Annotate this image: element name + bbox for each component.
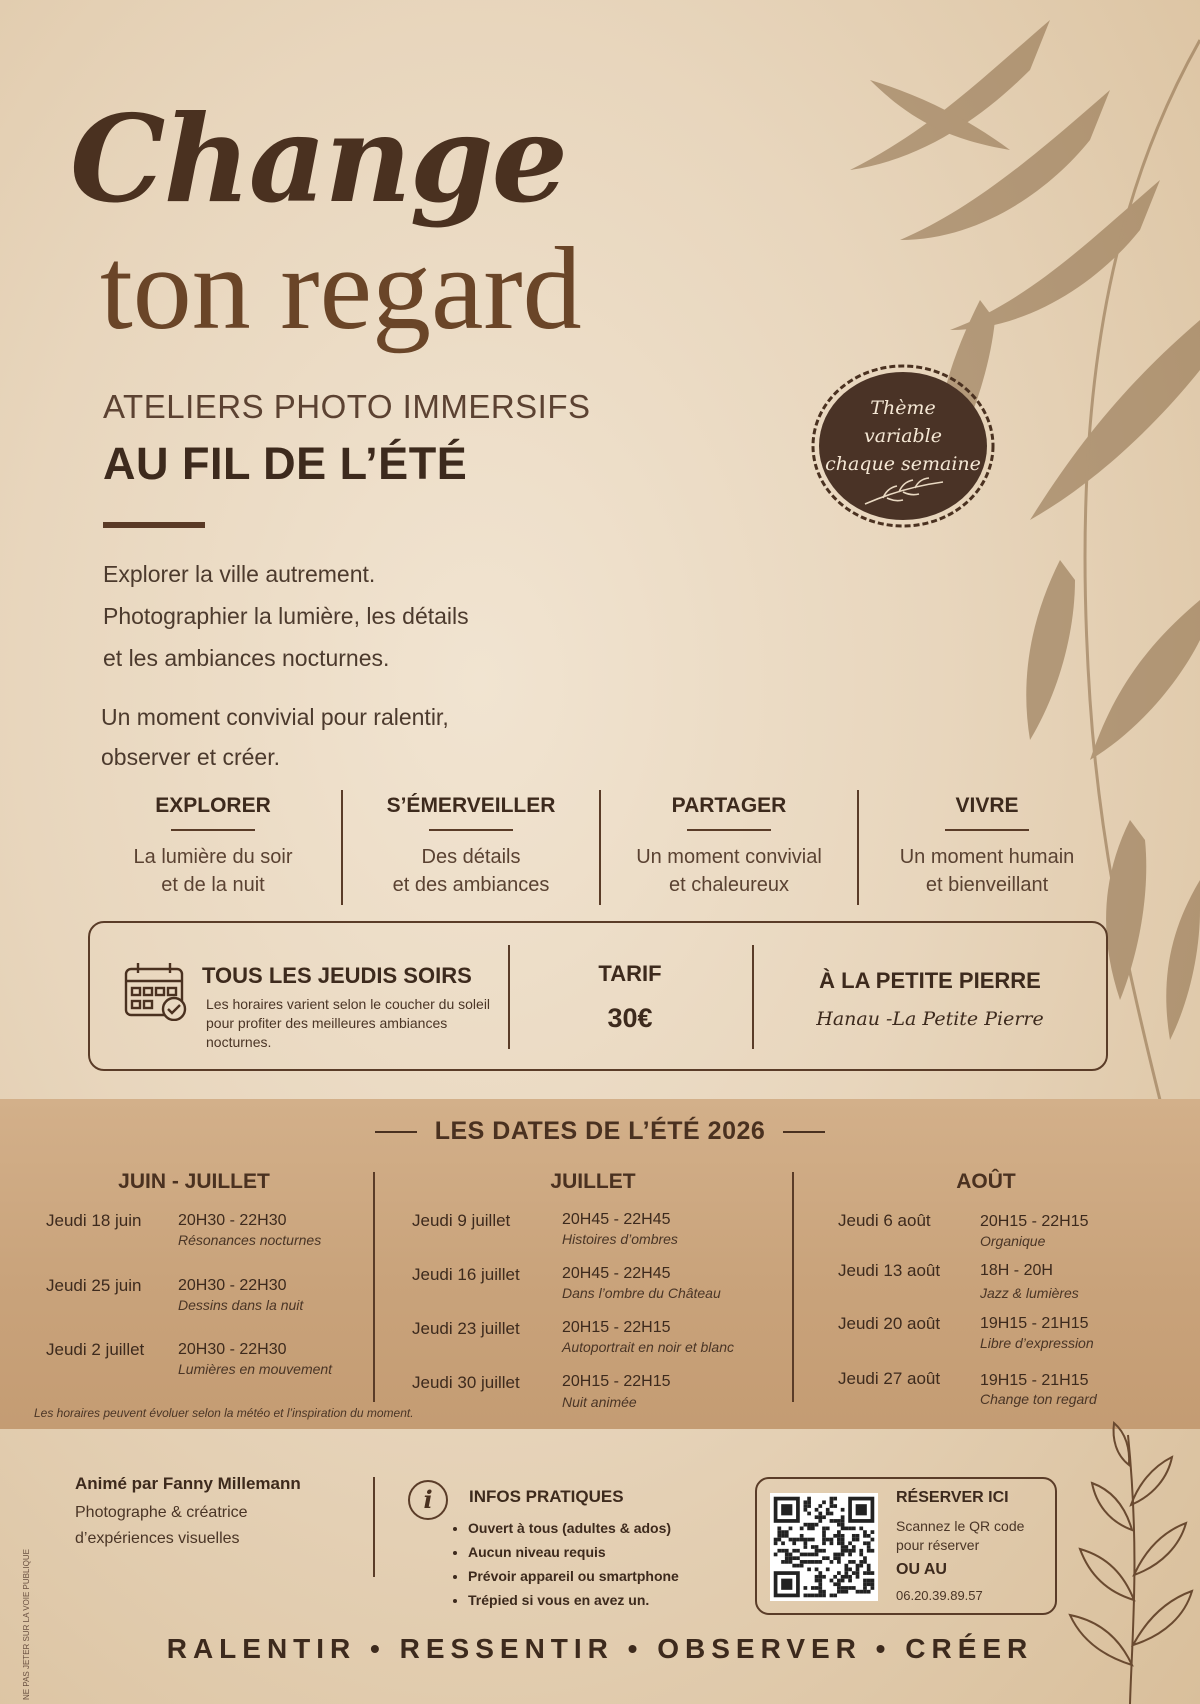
date-time: 20H30 - 22H30	[178, 1341, 287, 1358]
badge-line: chaque semaine	[825, 453, 981, 475]
date-time: 19H15 - 21H15	[980, 1315, 1089, 1332]
date-theme: Nuit animée	[562, 1394, 637, 1410]
title-serif: ton regard	[100, 223, 582, 354]
phone-number[interactable]: 06.20.39.89.57	[896, 1588, 983, 1603]
schedule-title: TOUS LES JEUDIS SOIRS	[202, 963, 472, 988]
badge-line: Thème	[870, 397, 936, 419]
qr-code-icon[interactable]	[770, 1493, 878, 1601]
tarif-label: TARIF	[598, 961, 662, 986]
badge-line: variable	[863, 425, 943, 447]
date-theme: Jazz & lumières	[980, 1285, 1079, 1301]
date-time: 20H45 - 22H45	[562, 1265, 671, 1282]
intro-line: observer et créer.	[101, 744, 280, 770]
host-desc-line: d’expériences visuelles	[75, 1530, 240, 1547]
motto: RALENTIR • RESSENTIR • OBSERVER • CRÉER	[166, 1633, 1034, 1664]
host-title: Animé par Fanny Millemann	[75, 1474, 301, 1493]
feature-line1: La lumière du soir	[133, 846, 293, 868]
date-day: Jeudi 18 juin	[46, 1211, 142, 1230]
calendar-icon	[124, 961, 188, 1021]
title-rule	[103, 522, 205, 528]
feature-partager	[601, 790, 859, 905]
schedule-desc: Les horaires varient selon le coucher du soleil pour profiter des meilleures ambiances nocturnes.	[206, 996, 491, 1050]
feature-underline	[429, 829, 513, 831]
feature-title: PARTAGER	[671, 794, 787, 817]
feature-line1: Un moment humain	[899, 846, 1075, 868]
date-theme: Dans l’ombre du Château	[562, 1285, 721, 1301]
intro-line: et les ambiances nocturnes.	[103, 645, 390, 671]
date-day: Jeudi 20 août	[838, 1314, 941, 1333]
feature-title: S’ÉMERVEILLER	[386, 794, 556, 817]
info-divider	[752, 945, 754, 1049]
date-day: Jeudi 23 juillet	[412, 1319, 520, 1338]
month-aout: AOÛT	[956, 1170, 1016, 1193]
date-time: 19H15 - 21H15	[980, 1372, 1089, 1389]
vertical-notice-text: NE PAS JETER SUR LA VOIE PUBLIQUE	[22, 1548, 31, 1700]
theme-badge	[803, 364, 1003, 528]
info-icon: i	[408, 1480, 448, 1520]
month-juillet: JUILLET	[550, 1170, 636, 1193]
feature-emerveiller	[343, 790, 601, 905]
feature-vivre	[859, 790, 1115, 905]
info-title: INFOS PRATIQUES	[469, 1487, 624, 1506]
date-day: Jeudi 25 juin	[46, 1276, 142, 1295]
dates-title-text: LES DATES DE L’ÉTÉ 2026	[434, 1117, 766, 1145]
date-time: 20H30 - 22H30	[178, 1212, 287, 1229]
info-divider	[508, 945, 510, 1049]
date-time: 20H15 - 22H15	[562, 1319, 671, 1336]
date-day: Jeudi 9 juillet	[412, 1211, 511, 1230]
intro-line: Un moment convivial pour ralentir,	[101, 704, 449, 730]
subtitle-season: AU FIL DE L’ÉTÉ	[103, 438, 468, 489]
feature-title: EXPLORER	[155, 794, 271, 817]
title-dash	[375, 1131, 417, 1133]
feature-line1: Des détails	[421, 846, 521, 868]
title-script: Change	[70, 89, 567, 230]
date-day: Jeudi 30 juillet	[412, 1373, 520, 1392]
location-place: Hanau -La Petite Pierre	[816, 1008, 1044, 1030]
date-day: Jeudi 16 juillet	[412, 1265, 520, 1284]
dates-divider	[792, 1172, 794, 1402]
reserve-desc: Scannez le QR code pour réserver	[896, 1518, 1025, 1553]
location-title: À LA PETITE PIERRE	[819, 968, 1041, 993]
date-theme: Résonances nocturnes	[178, 1232, 322, 1248]
info-item: • Aucun niveau requis	[468, 1540, 679, 1564]
vertical-notice	[22, 1470, 36, 1700]
info-item: • Trépied si vous en avez un.	[468, 1588, 679, 1612]
feature-underline	[171, 829, 255, 831]
info-box	[88, 921, 1108, 1071]
feature-explorer	[85, 790, 343, 905]
feature-line2: et des ambiances	[392, 874, 550, 896]
date-day: Jeudi 2 juillet	[46, 1340, 145, 1359]
tarif-value: 30€	[607, 1003, 653, 1033]
feature-line2: et de la nuit	[161, 874, 265, 896]
date-time: 20H45 - 22H45	[562, 1211, 671, 1228]
feature-underline	[945, 829, 1029, 831]
footer-divider	[373, 1477, 375, 1577]
reserve-title: RÉSERVER ICI	[896, 1489, 1009, 1506]
date-theme: Change ton regard	[980, 1391, 1097, 1407]
date-day: Jeudi 6 août	[838, 1211, 931, 1230]
reserve-or: OU AU	[896, 1561, 947, 1578]
date-theme: Libre d’expression	[980, 1335, 1094, 1351]
date-theme: Histoires d’ombres	[562, 1231, 678, 1247]
schedule-note: Les horaires peuvent évoluer selon la météo et l’inspiration du moment.	[34, 1406, 414, 1420]
date-theme: Lumières en mouvement	[178, 1361, 333, 1377]
title-dash	[783, 1131, 825, 1133]
intro-line: Explorer la ville autrement.	[103, 561, 376, 587]
date-time: 20H15 - 22H15	[562, 1373, 671, 1390]
intro-text	[103, 553, 469, 679]
feature-underline	[687, 829, 771, 831]
info-list	[448, 1516, 679, 1612]
feature-line2: et bienveillant	[925, 874, 1049, 896]
host-desc	[75, 1500, 248, 1552]
date-theme: Autoportrait en noir et blanc	[562, 1339, 734, 1355]
subtitle-ateliers: ATELIERS PHOTO IMMERSIFS	[103, 388, 591, 425]
date-day: Jeudi 27 août	[838, 1369, 941, 1388]
date-theme: Organique	[980, 1233, 1046, 1249]
date-theme: Dessins dans la nuit	[178, 1297, 304, 1313]
feature-title: VIVRE	[955, 794, 1019, 817]
intro-text-2	[101, 697, 449, 777]
date-time: 20H15 - 22H15	[980, 1213, 1089, 1230]
feature-line2: et chaleureux	[668, 874, 790, 896]
features-row	[85, 790, 1115, 905]
date-time: 20H30 - 22H30	[178, 1277, 287, 1294]
date-time: 18H - 20H	[980, 1262, 1053, 1279]
info-item: • Prévoir appareil ou smartphone	[468, 1564, 679, 1588]
date-day: Jeudi 13 août	[838, 1261, 941, 1280]
feature-line1: Un moment convivial	[636, 846, 822, 868]
dates-divider	[373, 1172, 375, 1402]
dates-title	[0, 1117, 1200, 1146]
month-juin-juillet: JUIN - JUILLET	[118, 1170, 270, 1193]
info-item: • Ouvert à tous (adultes & ados)	[468, 1516, 679, 1540]
badge-text	[803, 364, 1003, 528]
host-desc-line: Photographe & créatrice	[75, 1504, 248, 1521]
intro-line: Photographier la lumière, les détails	[103, 603, 469, 629]
